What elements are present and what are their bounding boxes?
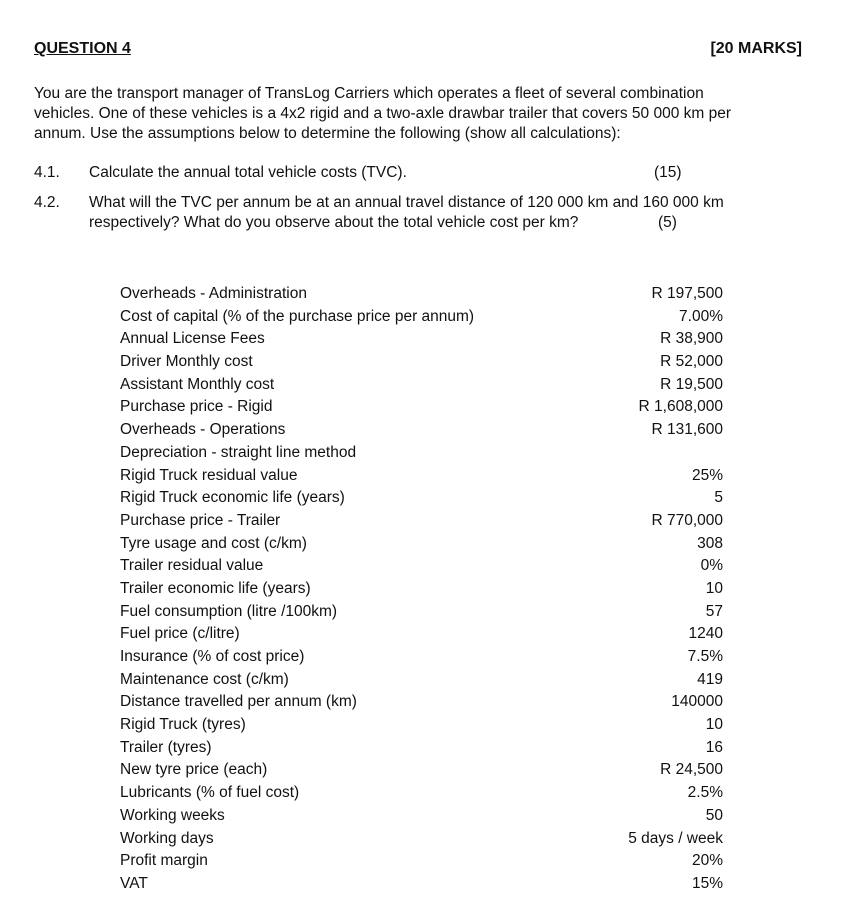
assumption-label: Lubricants (% of fuel cost)	[120, 784, 300, 802]
assumption-value: R 52,000	[660, 353, 723, 371]
assumption-label: Insurance (% of cost price)	[120, 648, 305, 665]
assumption-label: Rigid Truck (tyres)	[120, 716, 246, 734]
assumption-value: 10	[705, 716, 723, 734]
assumption-label: Rigid Truck economic life (years)	[120, 489, 345, 507]
sub-question-text: What will the TVC per annum be at an annual travel distance of 120 000 km and 160 000 km	[89, 194, 724, 211]
assumption-label: Trailer residual value	[120, 557, 264, 575]
assumption-row	[120, 623, 723, 646]
assumption-row	[120, 306, 723, 329]
assumption-row	[120, 646, 723, 669]
assumption-label: Profit margin	[120, 852, 208, 870]
assumption-label: Distance travelled per annum (km)	[120, 693, 357, 711]
assumption-value: 16	[705, 738, 723, 756]
assumption-label: Fuel price (c/litre)	[120, 625, 240, 643]
assumption-label: Working weeks	[120, 806, 225, 824]
assumption-value: 50	[705, 806, 723, 824]
assumption-label: Driver Monthly cost	[120, 353, 253, 371]
assumption-row	[120, 396, 723, 419]
assumption-label: Rigid Truck residual value	[120, 466, 298, 484]
assumption-row	[120, 873, 723, 896]
assumption-row	[120, 601, 723, 624]
assumption-value: 10	[705, 579, 723, 597]
assumption-value: 5	[714, 489, 723, 507]
assumption-row	[120, 510, 723, 533]
assumption-label: Depreciation - straight line method	[120, 443, 357, 461]
assumption-row	[120, 283, 723, 306]
assumption-value: 7.00%	[679, 307, 723, 325]
assumption-row	[120, 737, 723, 760]
assumption-label: New tyre price (each)	[120, 761, 268, 779]
intro-paragraph	[34, 84, 814, 144]
assumption-label: Fuel consumption (litre /100km)	[120, 602, 338, 620]
assumption-row	[120, 328, 723, 351]
assumption-label: Trailer economic life (years)	[120, 579, 311, 597]
assumption-value: 25%	[691, 466, 723, 484]
assumption-value: 7.5%	[687, 648, 723, 665]
assumption-row	[120, 782, 723, 805]
intro-line: You are the transport manager of TransLog Carriers which operates a fleet of several combination	[34, 85, 704, 102]
assumption-row	[120, 351, 723, 374]
assumption-label: Overheads - Operations	[120, 421, 286, 439]
assumption-label: Tyre usage and cost (c/km)	[120, 534, 307, 552]
assumption-value: R 131,600	[651, 421, 723, 439]
assumption-value: 308	[697, 534, 723, 552]
assumption-row	[120, 555, 723, 578]
assumption-value: R 24,500	[660, 761, 723, 779]
assumption-value: R 19,500	[660, 375, 723, 393]
sub-question-text: respectively? What do you observe about the total vehicle cost per km?	[89, 214, 579, 231]
question-marks: [20 MARKS]	[710, 40, 802, 57]
assumption-row	[120, 442, 723, 465]
sub-question-number: 4.2.	[34, 194, 60, 211]
assumption-label: Purchase price - Trailer	[120, 511, 281, 529]
assumption-value: R 1,608,000	[638, 398, 723, 416]
assumption-label: Purchase price - Rigid	[120, 398, 273, 416]
assumption-value: 1240	[688, 625, 723, 643]
question-title: QUESTION 4	[34, 40, 131, 57]
assumption-row	[120, 828, 723, 851]
assumption-row	[120, 691, 723, 714]
intro-line: vehicles. One of these vehicles is a 4x2 rigid and a two-axle drawbar trailer that covers 50 000 km per	[34, 105, 731, 122]
intro-line: annum. Use the assumptions below to determine the following (show all calculations):	[34, 125, 621, 142]
assumption-value: 140000	[671, 693, 723, 711]
assumption-label: Overheads - Administration	[120, 285, 307, 302]
assumption-row	[120, 805, 723, 828]
assumption-label: Assistant Monthly cost	[120, 375, 275, 393]
assumption-value: R 197,500	[651, 285, 723, 302]
assumption-value: 20%	[691, 852, 723, 870]
assumption-row	[120, 669, 723, 692]
assumption-value: 5 days / week	[628, 829, 723, 847]
assumption-value: 419	[697, 670, 723, 688]
assumption-label: Annual License Fees	[120, 330, 265, 348]
assumption-value: 2.5%	[687, 784, 723, 802]
assumption-row	[120, 465, 723, 488]
assumption-row	[120, 374, 723, 397]
question-header	[34, 40, 802, 64]
assumption-label: Trailer (tyres)	[120, 738, 212, 756]
sub-question-marks: (15)	[654, 164, 682, 181]
assumption-row	[120, 533, 723, 556]
assumption-value: R 770,000	[651, 511, 723, 529]
sub-question-marks: (5)	[658, 214, 677, 231]
assumption-value: 0%	[700, 557, 723, 575]
assumption-label: Cost of capital (% of the purchase price per annum)	[120, 307, 475, 325]
assumption-row	[120, 714, 723, 737]
assumption-label: Maintenance cost (c/km)	[120, 670, 289, 688]
assumption-value: R 38,900	[660, 330, 723, 348]
assumption-value: 57	[705, 602, 723, 620]
assumption-row	[120, 850, 723, 873]
assumption-label: VAT	[120, 874, 148, 892]
assumption-row	[120, 419, 723, 442]
assumption-row	[120, 759, 723, 782]
sub-question-number: 4.1.	[34, 164, 60, 181]
assumption-row	[120, 578, 723, 601]
assumptions-table	[120, 283, 723, 896]
assumption-value: 15%	[691, 874, 723, 892]
sub-question-text: Calculate the annual total vehicle costs (TVC).	[89, 164, 407, 181]
assumption-row	[120, 487, 723, 510]
assumption-label: Working days	[120, 829, 214, 847]
